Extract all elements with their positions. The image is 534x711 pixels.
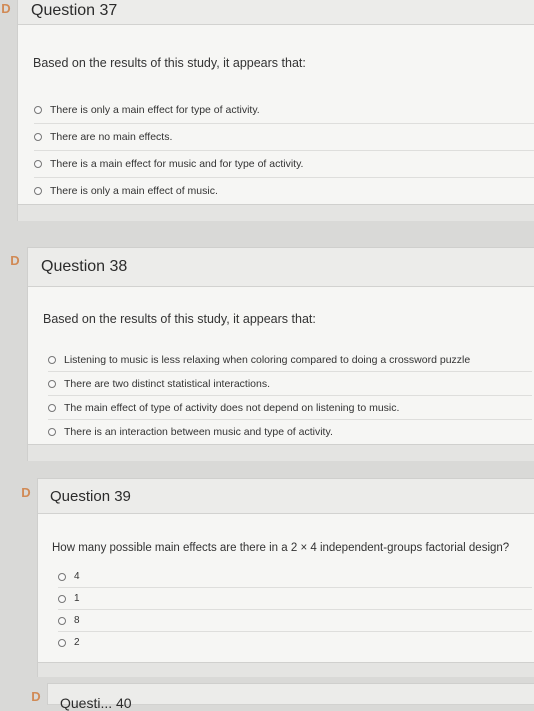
option-label: There is an interaction between music and type of activity. bbox=[64, 425, 333, 438]
question-40-header bbox=[48, 684, 534, 711]
radio-button[interactable] bbox=[48, 404, 56, 412]
radio-button[interactable] bbox=[48, 356, 56, 364]
question-37-options bbox=[34, 97, 534, 204]
option-row[interactable] bbox=[48, 372, 532, 396]
radio-button[interactable] bbox=[34, 106, 42, 114]
question-37-header bbox=[18, 0, 534, 25]
question-38-header bbox=[28, 248, 534, 287]
option-label: Listening to music is less relaxing when coloring compared to doing a crossword puzzle bbox=[64, 353, 471, 366]
option-label: 4 bbox=[74, 571, 80, 582]
option-label: The main effect of type of activity does not depend on listening to music. bbox=[64, 401, 400, 414]
option-label: 1 bbox=[74, 593, 80, 604]
question-37-card bbox=[18, 0, 534, 220]
question-40-title: Questi... 40 bbox=[60, 695, 132, 711]
option-label: 2 bbox=[74, 637, 80, 648]
option-row[interactable] bbox=[48, 348, 532, 372]
option-row[interactable] bbox=[58, 566, 532, 588]
option-label: There are two distinct statistical interactions. bbox=[64, 377, 271, 390]
question-37-footer bbox=[18, 204, 534, 221]
radio-button[interactable] bbox=[58, 639, 66, 647]
question-38-text: Based on the results of this study, it appears that: bbox=[43, 312, 316, 326]
bookmark-flag-icon[interactable]: D bbox=[10, 253, 20, 268]
option-label: There is only a main effect for type of activity. bbox=[50, 104, 260, 116]
question-37-text: Based on the results of this study, it appears that: bbox=[33, 56, 306, 70]
radio-button[interactable] bbox=[58, 595, 66, 603]
radio-button[interactable] bbox=[58, 617, 66, 625]
question-39-text: How many possible main effects are there in a 2 × 4 independent-groups factorial design? bbox=[52, 542, 510, 554]
radio-button[interactable] bbox=[34, 187, 42, 195]
option-row[interactable] bbox=[58, 632, 532, 653]
option-label: There is a main effect for music and for type of activity. bbox=[50, 158, 304, 170]
radio-button[interactable] bbox=[34, 133, 42, 141]
radio-button[interactable] bbox=[34, 160, 42, 168]
option-label: There is only a main effect of music. bbox=[50, 185, 218, 197]
option-row[interactable] bbox=[34, 124, 534, 151]
question-38-title: Question 38 bbox=[41, 258, 128, 275]
option-row[interactable] bbox=[48, 420, 532, 443]
question-38-footer bbox=[28, 444, 534, 461]
question-37-title: Question 37 bbox=[31, 2, 118, 19]
option-label: There are no main effects. bbox=[50, 131, 173, 143]
question-38-options bbox=[48, 348, 532, 443]
question-38-card bbox=[28, 248, 534, 460]
question-39-options bbox=[58, 566, 532, 653]
radio-button[interactable] bbox=[58, 573, 66, 581]
option-label: 8 bbox=[74, 615, 80, 626]
bookmark-flag-icon[interactable]: D bbox=[31, 689, 41, 704]
bookmark-flag-icon[interactable]: D bbox=[21, 485, 31, 500]
option-row[interactable] bbox=[34, 151, 534, 178]
option-row[interactable] bbox=[58, 610, 532, 632]
bookmark-flag-icon[interactable]: D bbox=[1, 1, 11, 16]
question-39-footer bbox=[38, 662, 534, 677]
option-row[interactable] bbox=[34, 97, 534, 124]
question-39-title: Question 39 bbox=[50, 487, 131, 505]
question-39-card bbox=[38, 479, 534, 676]
option-row[interactable] bbox=[48, 396, 532, 420]
radio-button[interactable] bbox=[48, 428, 56, 436]
option-row[interactable] bbox=[34, 178, 534, 204]
option-row[interactable] bbox=[58, 588, 532, 610]
question-39-header bbox=[38, 479, 534, 514]
question-40-card bbox=[48, 684, 534, 711]
radio-button[interactable] bbox=[48, 380, 56, 388]
